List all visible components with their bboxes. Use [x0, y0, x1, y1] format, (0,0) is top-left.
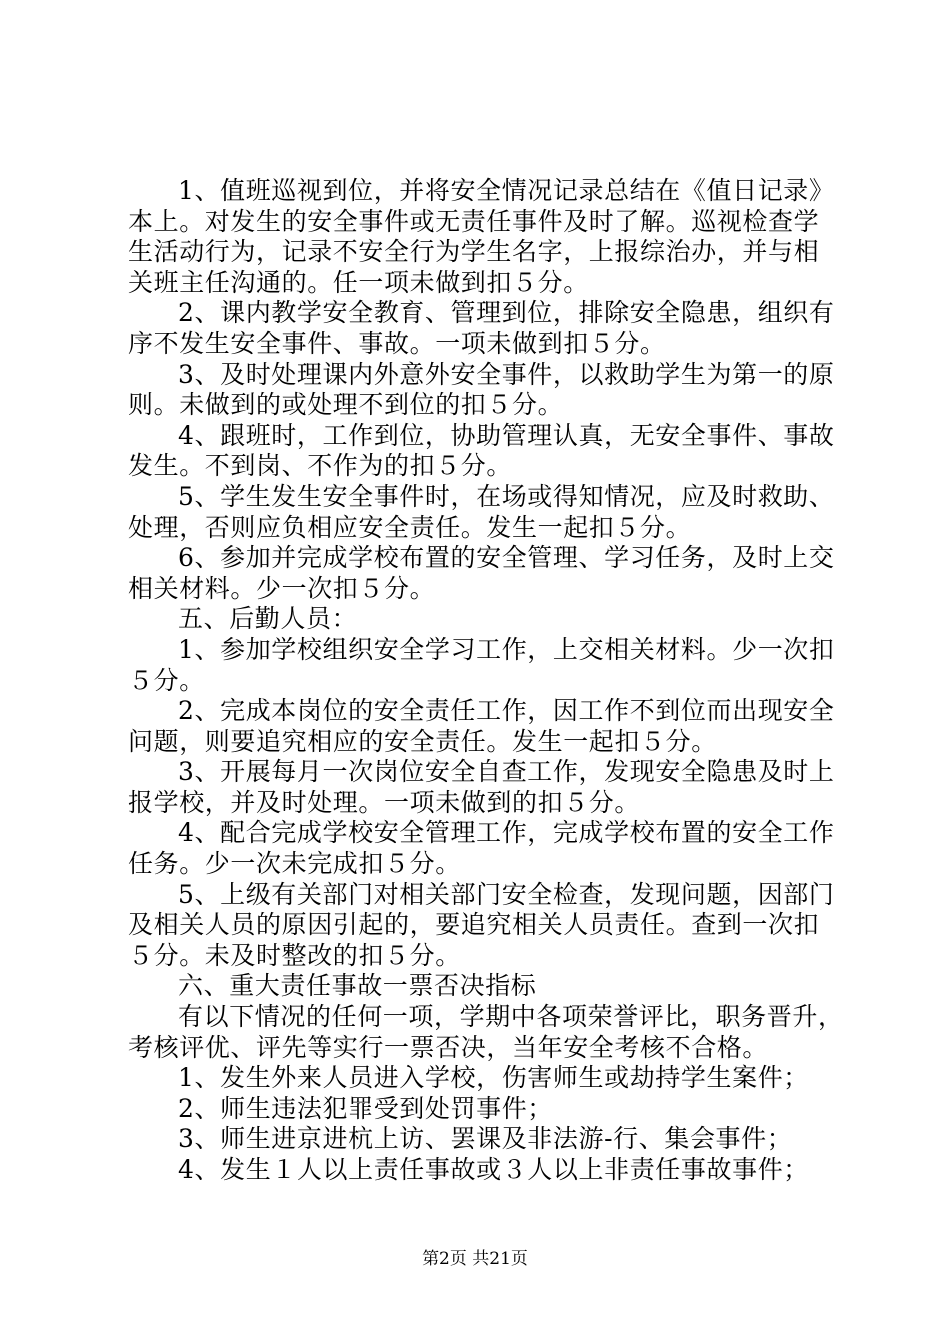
- text-line: ５分。未及时整改的扣５分。: [128, 940, 461, 970]
- text-line: 本上。对发生的安全事件或无责任事件及时了解。巡视检查学: [128, 206, 820, 236]
- text-line: 生活动行为，记录不安全行为学生名字，上报综治办，并与相: [128, 237, 820, 267]
- text-line: 考核评优、评先等实行一票否决，当年安全考核不合格。: [128, 1032, 769, 1062]
- text-line: 3、师生进京进杭上访、罢课及非法游-行、集会事件；: [178, 1124, 793, 1154]
- text-line: 4、发生１人以上责任事故或３人以上非责任事故事件；: [178, 1155, 809, 1184]
- text-line: 4、配合完成学校安全管理工作，完成学校布置的安全工作: [178, 818, 835, 848]
- text-line: 3、开展每月一次岗位安全自查工作，发现安全隐患及时上: [178, 757, 835, 787]
- text-line: 发生。不到岗、不作为的扣５分。: [128, 451, 513, 481]
- text-line: 关班主任沟通的。任一项未做到扣５分。: [128, 267, 589, 297]
- text-line: 处理，否则应负相应安全责任。发生一起扣５分。: [128, 512, 692, 542]
- text-line: 2、完成本岗位的安全责任工作，因工作不到位而出现安全: [178, 696, 835, 726]
- text-line: 序不发生安全事件、事故。一项未做到扣５分。: [128, 328, 666, 358]
- page-footer: 第2页 共21页: [422, 1249, 528, 1269]
- text-line: 任务。少一次未完成扣５分。: [128, 849, 461, 879]
- text-line: 相关材料。少一次扣５分。: [128, 573, 436, 603]
- text-line: 五、后勤人员：: [178, 604, 358, 634]
- text-line: 6、参加并完成学校布置的安全管理、学习任务，及时上交: [178, 543, 835, 573]
- text-line: 六、重大责任事故一票否决指标: [178, 971, 537, 1001]
- text-line: 则。未做到的或处理不到位的扣５分。: [128, 390, 564, 420]
- text-line: 及相关人员的原因引起的，要追究相关人员责任。查到一次扣: [128, 910, 820, 940]
- text-line: 1、值班巡视到位，并将安全情况记录总结在《值日记录》: [178, 176, 835, 205]
- text-line: 1、发生外来人员进入学校，伤害师生或劫持学生案件；: [178, 1063, 809, 1093]
- text-line: 5、上级有关部门对相关部门安全检查，发现问题，因部门: [178, 879, 835, 909]
- document-body: [128, 176, 844, 1186]
- text-line: 1、参加学校组织安全学习工作，上交相关材料。少一次扣: [178, 634, 835, 664]
- text-line: 3、及时处理课内外意外安全事件，以救助学生为第一的原: [178, 359, 835, 389]
- text-line: 报学校，并及时处理。一项未做到的扣５分。: [128, 787, 641, 817]
- text-line: ５分。: [128, 665, 205, 695]
- text-line: 2、师生违法犯罪受到处罚事件；: [178, 1093, 553, 1123]
- text-line: 5、学生发生安全事件时，在场或得知情况，应及时救助、: [178, 481, 835, 511]
- text-line: 2、课内教学安全教育、管理到位，排除安全隐患，组织有: [178, 298, 835, 328]
- text-line: 4、跟班时，工作到位，协助管理认真，无安全事件、事故: [178, 420, 835, 450]
- text-line: 有以下情况的任何一项，学期中各项荣誉评比，职务晋升，: [178, 1002, 844, 1032]
- text-line: 问题，则要追究相应的安全责任。发生一起扣５分。: [128, 726, 717, 756]
